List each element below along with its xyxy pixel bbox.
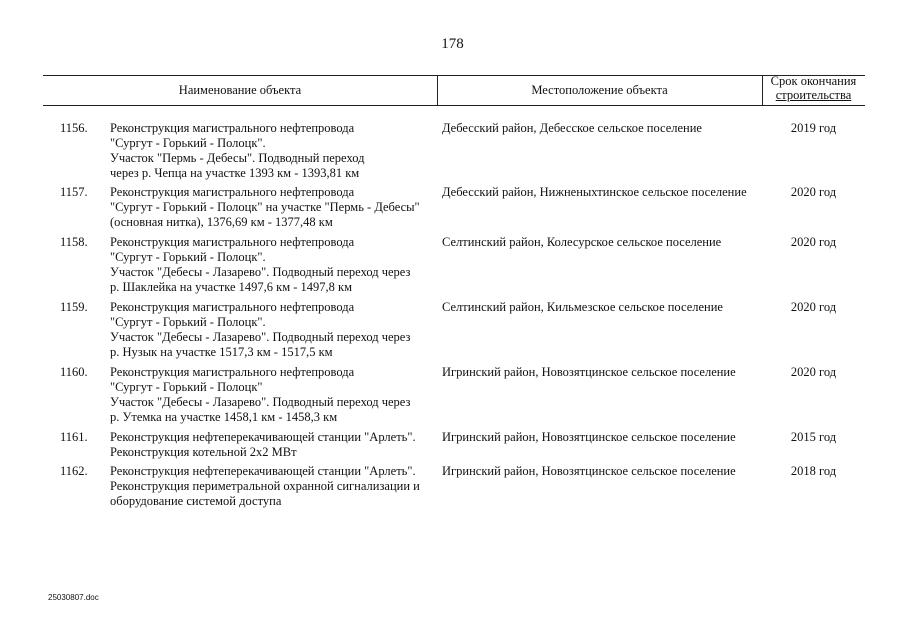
footer-document-code: 25030807.doc (48, 593, 99, 602)
row-number: 1160. (60, 365, 88, 379)
header-term-line2: строительства (775, 88, 852, 102)
row-location: Игринский район, Новозятцинское сельское поселение (442, 365, 736, 379)
row-object-name: Реконструкция магистрального нефтепровода "Сургут - Горький - Полоцк" Участок "Дебесы - Лазарево". Подводный переход через р. Утемка на участке 1458,1 км - 1458,3 км (110, 365, 411, 424)
row-term: 2020 год (790, 235, 837, 249)
row-object-name: Реконструкция магистрального нефтепровода "Сургут - Горький - Полоцк". Участок "Пермь - Дебесы". Подводный переход через р. Чепца на участке 1393 км - 1393,81 км (110, 121, 365, 180)
page-number: 178 (441, 36, 464, 52)
row-location: Дебесский район, Дебесское сельское поселение (442, 121, 702, 135)
row-location: Селтинский район, Колесурское сельское поселение (442, 235, 722, 249)
row-number: 1157. (60, 185, 88, 199)
row-term: 2015 год (790, 430, 837, 444)
header-term (762, 74, 865, 102)
row-number: 1162. (60, 464, 88, 478)
header-name: Наименование объекта (178, 83, 302, 97)
row-object-name: Реконструкция магистрального нефтепровода "Сургут - Горький - Полоцк". Участок "Дебесы - Лазарево". Подводный переход через р. Нузык на участке 1517,3 км - 1517,5 км (110, 300, 411, 359)
row-number: 1156. (60, 121, 88, 135)
row-term: 2020 год (790, 365, 837, 379)
row-term: 2020 год (790, 300, 837, 314)
header-location: Местоположение объекта (531, 83, 668, 97)
row-term: 2020 год (790, 185, 837, 199)
row-term: 2019 год (790, 121, 837, 135)
row-object-name: Реконструкция магистрального нефтепровода "Сургут - Горький - Полоцк" на участке "Пермь - Дебесы" (основная нитка), 1376,69 км - 1377,48 км (110, 185, 420, 229)
row-object-name: Реконструкция нефтеперекачивающей станции "Арлеть". Реконструкция периметральной охранной сигнализации и оборудование системой доступа (110, 464, 420, 508)
row-location: Игринский район, Новозятцинское сельское поселение (442, 464, 736, 478)
row-object-name: Реконструкция магистрального нефтепровода "Сургут - Горький - Полоцк". Участок "Дебесы - Лазарево". Подводный переход через р. Шаклейка на участке 1497,6 км - 1497,8 км (110, 235, 411, 294)
table-header-rule (43, 105, 865, 106)
table-top-rule (43, 75, 865, 76)
row-term: 2018 год (790, 464, 837, 478)
row-location: Селтинский район, Кильмезское сельское поселение (442, 300, 723, 314)
row-number: 1161. (60, 430, 88, 444)
header-term-line1: Срок окончания (770, 74, 857, 88)
row-object-name: Реконструкция нефтеперекачивающей станции "Арлеть". Реконструкция котельной 2х2 МВт (110, 430, 416, 459)
row-location: Игринский район, Новозятцинское сельское поселение (442, 430, 736, 444)
row-number: 1158. (60, 235, 88, 249)
row-number: 1159. (60, 300, 88, 314)
row-location: Дебесский район, Нижненыхтинское сельское поселение (442, 185, 747, 199)
